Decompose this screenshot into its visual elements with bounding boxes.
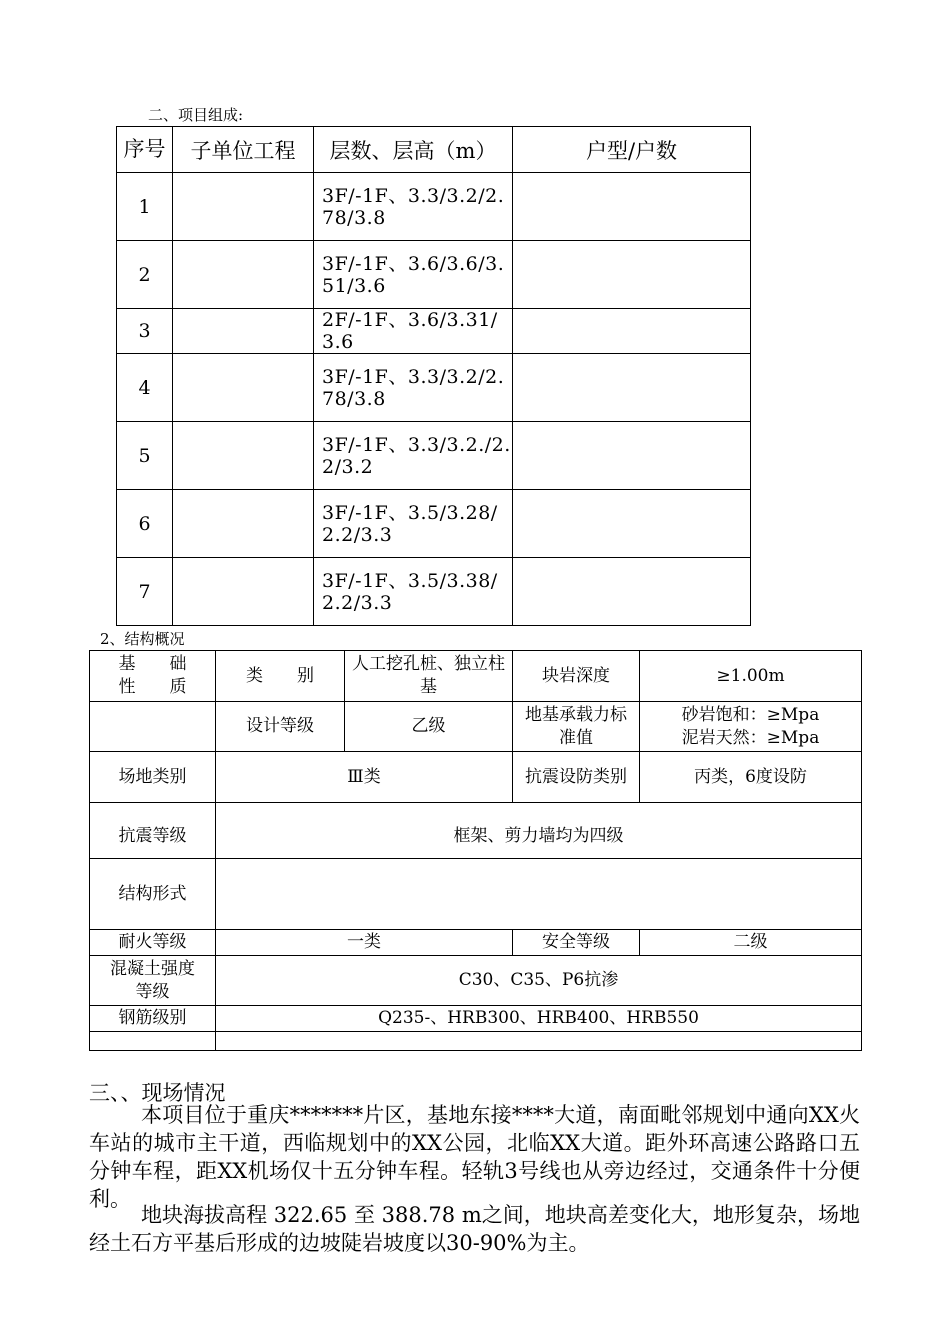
section-heading-site: 三、、现场情况 <box>89 1081 226 1105</box>
row-type <box>513 558 751 626</box>
site-class-value: Ⅲ类 <box>216 752 513 803</box>
site-class-label: 场地类别 <box>90 752 216 803</box>
table-row <box>117 241 751 309</box>
site-paragraph-2: 地块海拔高程 322.65 至 388.78 m之间，地块高差变化大，地形复杂，场地经土石方平基后形成的边坡陡岩坡度以30-90%为主。 <box>89 1203 860 1255</box>
rock-depth-label: 块岩深度 <box>513 651 640 702</box>
safety-label: 安全等级 <box>513 930 640 956</box>
row-unit <box>173 490 314 558</box>
rebar-value: Q235-、HRB300、HRB400、HRB550 <box>216 1006 862 1032</box>
table-row <box>117 354 751 422</box>
section-heading-structure: 2、结构概况 <box>100 630 185 648</box>
row-type <box>513 241 751 309</box>
structure-row-fire <box>90 930 862 956</box>
row-no: 2 <box>117 241 173 309</box>
table-row <box>117 173 751 241</box>
header-no: 序号 <box>117 127 173 173</box>
fire-label: 耐火等级 <box>90 930 216 956</box>
row-type <box>513 490 751 558</box>
rebar-label: 钢筋级别 <box>90 1006 216 1032</box>
structure-row-concrete <box>90 956 862 1006</box>
table-row <box>117 558 751 626</box>
row-floors: 3F/-1F、3.3/3.2/2.78/3.8 <box>314 173 513 241</box>
category-label: 类 别 <box>216 651 345 702</box>
row-floors: 2F/-1F、3.6/3.31/3.6 <box>314 309 513 354</box>
header-type: 户型/户数 <box>513 127 751 173</box>
empty-cell <box>90 702 216 752</box>
bearing-value: 砂岩饱和：≥Mpa 泥岩天然：≥Mpa <box>640 702 862 752</box>
site-paragraph-1: 本项目位于重庆*******片区，基地东接****大道，南面毗邻规划中通向XX火车站的城市主干道，西临规划中的XX公园，北临XX大道。距外环高速公路路口五分钟车程，距XX机场仅十五分钟车程。轻轨3号线也从旁边经过，交通条件十分便利。 <box>89 1103 860 1211</box>
header-unit: 子单位工程 <box>173 127 314 173</box>
category-value: 人工挖孔桩、独立柱基 <box>345 651 513 702</box>
row-floors: 3F/-1F、3.3/3.2./2.2/3.2 <box>314 422 513 490</box>
structure-row-form <box>90 859 862 930</box>
row-type <box>513 309 751 354</box>
structure-form-value <box>216 859 862 930</box>
structure-row-seismic <box>90 803 862 859</box>
table-row <box>117 422 751 490</box>
seismic-class-value: 丙类，6度设防 <box>640 752 862 803</box>
row-type <box>513 354 751 422</box>
row-floors: 3F/-1F、3.6/3.6/3.51/3.6 <box>314 241 513 309</box>
row-unit <box>173 558 314 626</box>
foundation-label: 基 础 性 质 <box>90 651 216 702</box>
row-no: 6 <box>117 490 173 558</box>
row-no: 7 <box>117 558 173 626</box>
row-unit <box>173 241 314 309</box>
row-floors: 3F/-1F、3.5/3.38/2.2/3.3 <box>314 558 513 626</box>
row-unit <box>173 173 314 241</box>
structure-table <box>89 650 862 1051</box>
concrete-value: C30、C35、P6抗渗 <box>216 956 862 1006</box>
structure-row-design <box>90 702 862 752</box>
structure-form-label: 结构形式 <box>90 859 216 930</box>
table-row <box>117 490 751 558</box>
empty-cell <box>216 1032 862 1051</box>
empty-cell <box>90 1032 216 1051</box>
bearing-label: 地基承载力标准值 <box>513 702 640 752</box>
design-grade-label: 设计等级 <box>216 702 345 752</box>
design-grade-value: 乙级 <box>345 702 513 752</box>
header-floors: 层数、层高（m） <box>314 127 513 173</box>
row-no: 1 <box>117 173 173 241</box>
row-type <box>513 422 751 490</box>
concrete-label: 混凝土强度等级 <box>90 956 216 1006</box>
structure-row-site <box>90 752 862 803</box>
section-heading-composition: 二、项目组成: <box>148 106 244 124</box>
structure-row-rebar <box>90 1006 862 1032</box>
row-unit <box>173 309 314 354</box>
structure-row-empty <box>90 1032 862 1051</box>
row-unit <box>173 422 314 490</box>
seismic-grade-value: 框架、剪力墙均为四级 <box>216 803 862 859</box>
row-no: 5 <box>117 422 173 490</box>
rock-depth-value: ≥1.00m <box>640 651 862 702</box>
row-type <box>513 173 751 241</box>
seismic-grade-label: 抗震等级 <box>90 803 216 859</box>
seismic-class-label: 抗震设防类别 <box>513 752 640 803</box>
row-floors: 3F/-1F、3.3/3.2/2.78/3.8 <box>314 354 513 422</box>
table-row <box>117 309 751 354</box>
composition-table <box>116 126 751 626</box>
row-floors: 3F/-1F、3.5/3.28/2.2/3.3 <box>314 490 513 558</box>
row-no: 4 <box>117 354 173 422</box>
structure-row-foundation <box>90 651 862 702</box>
fire-value: 一类 <box>216 930 513 956</box>
composition-header-row <box>117 127 751 173</box>
row-no: 3 <box>117 309 173 354</box>
row-unit <box>173 354 314 422</box>
safety-value: 二级 <box>640 930 862 956</box>
